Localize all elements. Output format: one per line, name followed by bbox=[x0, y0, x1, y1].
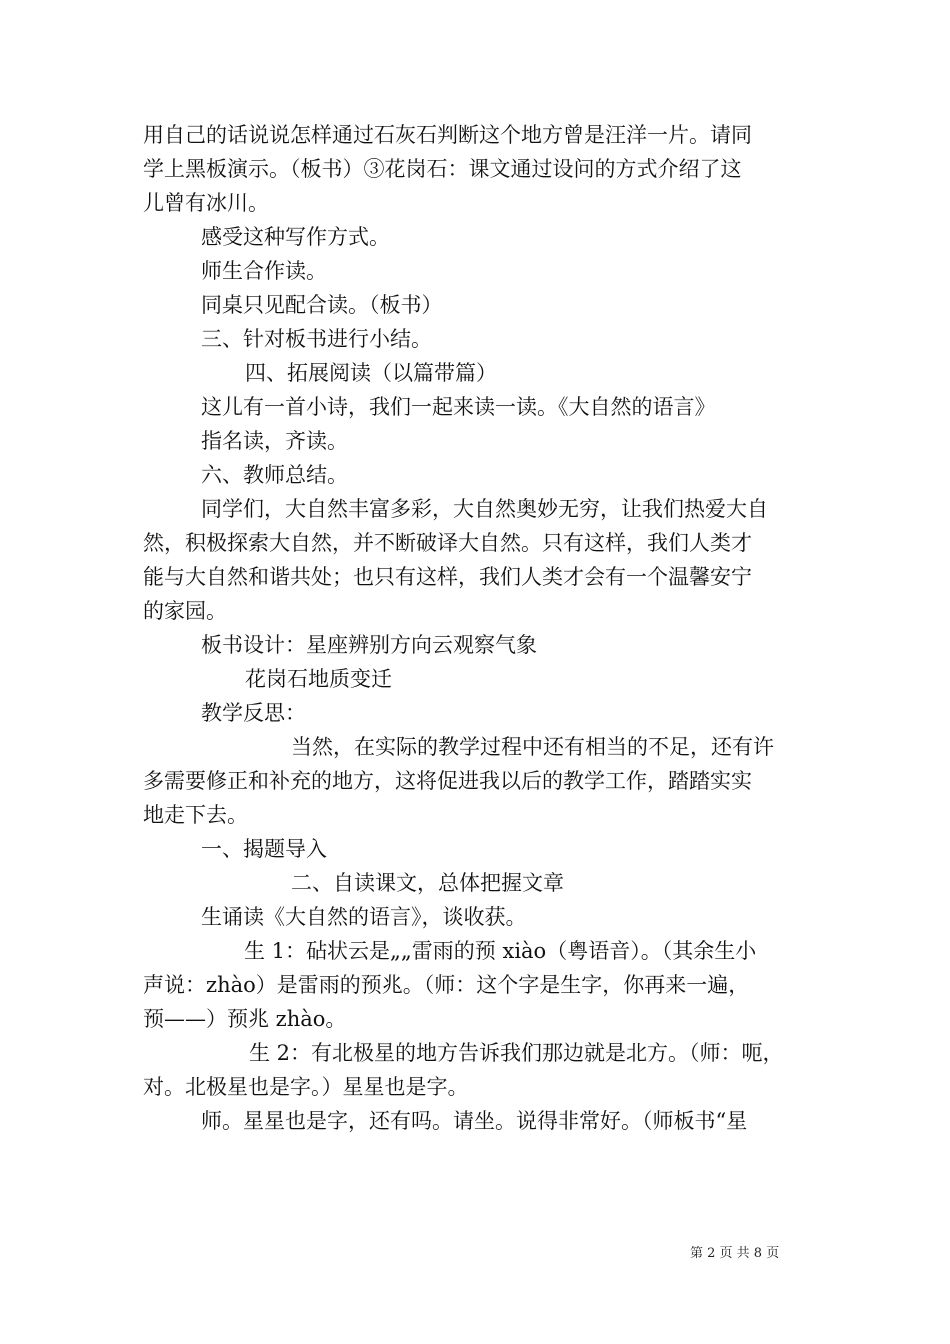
text-line: 儿曾有冰川。 bbox=[143, 191, 269, 215]
text-line: 用自己的话说说怎样通过石灰石判断这个地方曾是汪洋一片。请同 bbox=[143, 123, 752, 147]
paragraph bbox=[143, 288, 811, 322]
text-line: 同桌只见配合读。（板书） bbox=[201, 293, 443, 317]
document-body bbox=[143, 118, 811, 1138]
paragraph bbox=[143, 458, 811, 492]
paragraph bbox=[143, 356, 811, 390]
paragraph bbox=[143, 254, 811, 288]
paragraph bbox=[143, 832, 811, 866]
paragraph bbox=[143, 390, 811, 424]
text-line: 指名读，齐读。 bbox=[201, 429, 348, 453]
paragraph bbox=[143, 866, 811, 900]
paragraph bbox=[143, 662, 811, 696]
text-line: 声说：zhào）是雷雨的预兆。（师：这个字是生字，你再来一遍， bbox=[143, 973, 750, 997]
text-line: 同学们，大自然丰富多彩，大自然奥妙无穷，让我们热爱大自 bbox=[201, 497, 768, 521]
paragraph bbox=[143, 900, 811, 934]
text-line: 多需要修正和补充的地方，这将促进我以后的教学工作，踏踏实实 bbox=[143, 769, 752, 793]
text-line: 板书设计：星座辨别方向云观察气象 bbox=[201, 633, 537, 657]
paragraph bbox=[143, 696, 811, 730]
text-line: 预——）预兆 zhào。 bbox=[143, 1007, 347, 1031]
paragraph bbox=[143, 492, 811, 628]
text-line: 地走下去。 bbox=[143, 803, 248, 827]
text-line: 的家园。 bbox=[143, 599, 227, 623]
text-line: 能与大自然和谐共处；也只有这样，我们人类才会有一个温馨安宁 bbox=[143, 565, 752, 589]
text-line: 师生合作读。 bbox=[201, 259, 327, 283]
paragraph bbox=[143, 730, 811, 832]
paragraph bbox=[143, 322, 811, 356]
paragraph bbox=[143, 220, 811, 254]
text-line: 教学反思： bbox=[201, 701, 306, 725]
text-line: 六、教师总结。 bbox=[201, 463, 348, 487]
text-line: 生 1：砧状云是„„雷雨的预 xiào（粤语音）。（其余生小 bbox=[244, 939, 757, 963]
text-line: 这儿有一首小诗，我们一起来读一读。《大自然的语言》 bbox=[201, 395, 716, 419]
text-line: 师。星星也是字，还有吗。请坐。说得非常好。（师板书“星 bbox=[201, 1109, 748, 1133]
text-line: 对。北极星也是字。）星星也是字。 bbox=[143, 1075, 469, 1099]
page-footer: 第 2 页 共 8 页 bbox=[690, 1246, 780, 1261]
paragraph bbox=[143, 424, 811, 458]
text-line: 生 2：有北极星的地方告诉我们那边就是北方。（师：呃， bbox=[249, 1041, 784, 1065]
text-line: 四、拓展阅读（以篇带篇） bbox=[245, 361, 497, 385]
paragraph bbox=[143, 934, 811, 1036]
text-line: 花岗石地质变迁 bbox=[245, 667, 392, 691]
paragraph bbox=[143, 118, 811, 220]
paragraph bbox=[143, 628, 811, 662]
paragraph bbox=[143, 1036, 811, 1104]
text-line: 然，积极探索大自然，并不断破译大自然。只有这样，我们人类才 bbox=[143, 531, 752, 555]
text-line: 当然，在实际的教学过程中还有相当的不足，还有许 bbox=[291, 735, 774, 759]
text-line: 三、针对板书进行小结。 bbox=[201, 327, 432, 351]
text-line: 生诵读《大自然的语言》，谈收获。 bbox=[201, 905, 527, 929]
text-line: 学上黑板演示。（板书）③花岗石：课文通过设问的方式介绍了这 bbox=[143, 157, 742, 181]
text-line: 一、揭题导入 bbox=[201, 837, 327, 861]
text-line: 二、自读课文，总体把握文章 bbox=[291, 871, 564, 895]
text-line: 感受这种写作方式。 bbox=[201, 225, 390, 249]
paragraph bbox=[143, 1104, 811, 1138]
